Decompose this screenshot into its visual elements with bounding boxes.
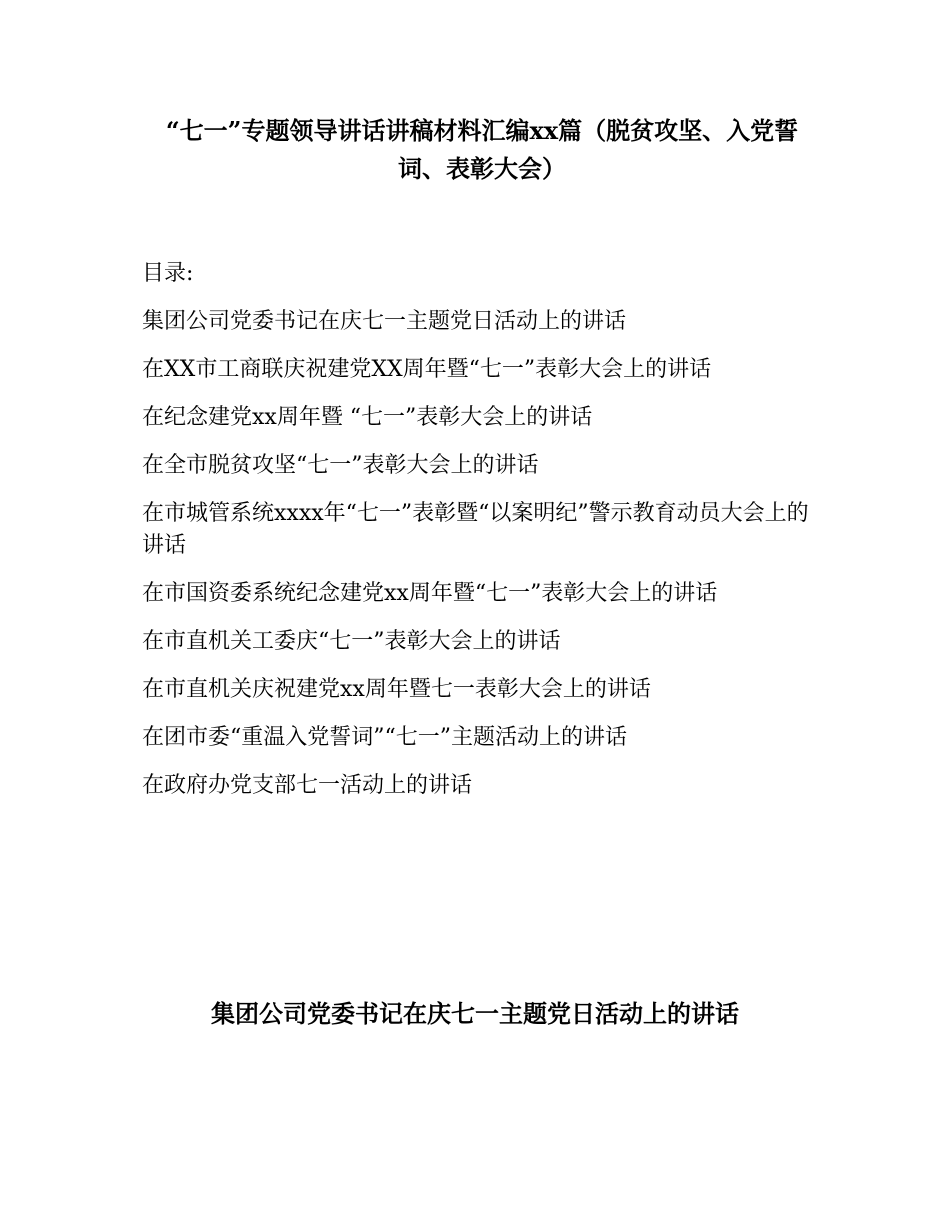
toc-heading: 目录: (142, 261, 194, 286)
toc-item: 在市直机关工委庆“七一”表彰大会上的讲话 (142, 629, 561, 654)
toc-item: 在市国资委系统纪念建党xx周年暨“七一”表彰大会上的讲话 (142, 581, 718, 606)
section-title: 集团公司党委书记在庆七一主题党日活动上的讲话 (211, 999, 739, 1028)
toc-item: 在市城管系统xxxx年“七一”表彰暨“以案明纪”警示教育动员大会上的讲话 (142, 501, 809, 558)
document-title: “七一”专题领导讲话讲稿材料汇编xx篇（脱贫攻坚、入党誓词、表彰大会） (165, 116, 799, 183)
toc-item: 在政府办党支部七一活动上的讲话 (142, 773, 473, 798)
toc-item: 在市直机关庆祝建党xx周年暨七一表彰大会上的讲话 (142, 677, 651, 702)
toc-item: 在XX市工商联庆祝建党XX周年暨“七一”表彰大会上的讲话 (142, 357, 712, 382)
toc-list (142, 306, 812, 818)
toc-item: 在纪念建党xx周年暨 “七一”表彰大会上的讲话 (142, 405, 593, 430)
toc-item: 集团公司党委书记在庆七一主题党日活动上的讲话 (142, 309, 627, 334)
toc-item: 在团市委“重温入党誓词”“七一”主题活动上的讲话 (142, 725, 627, 750)
toc-item: 在全市脱贫攻坚“七一”表彰大会上的讲话 (142, 453, 539, 478)
